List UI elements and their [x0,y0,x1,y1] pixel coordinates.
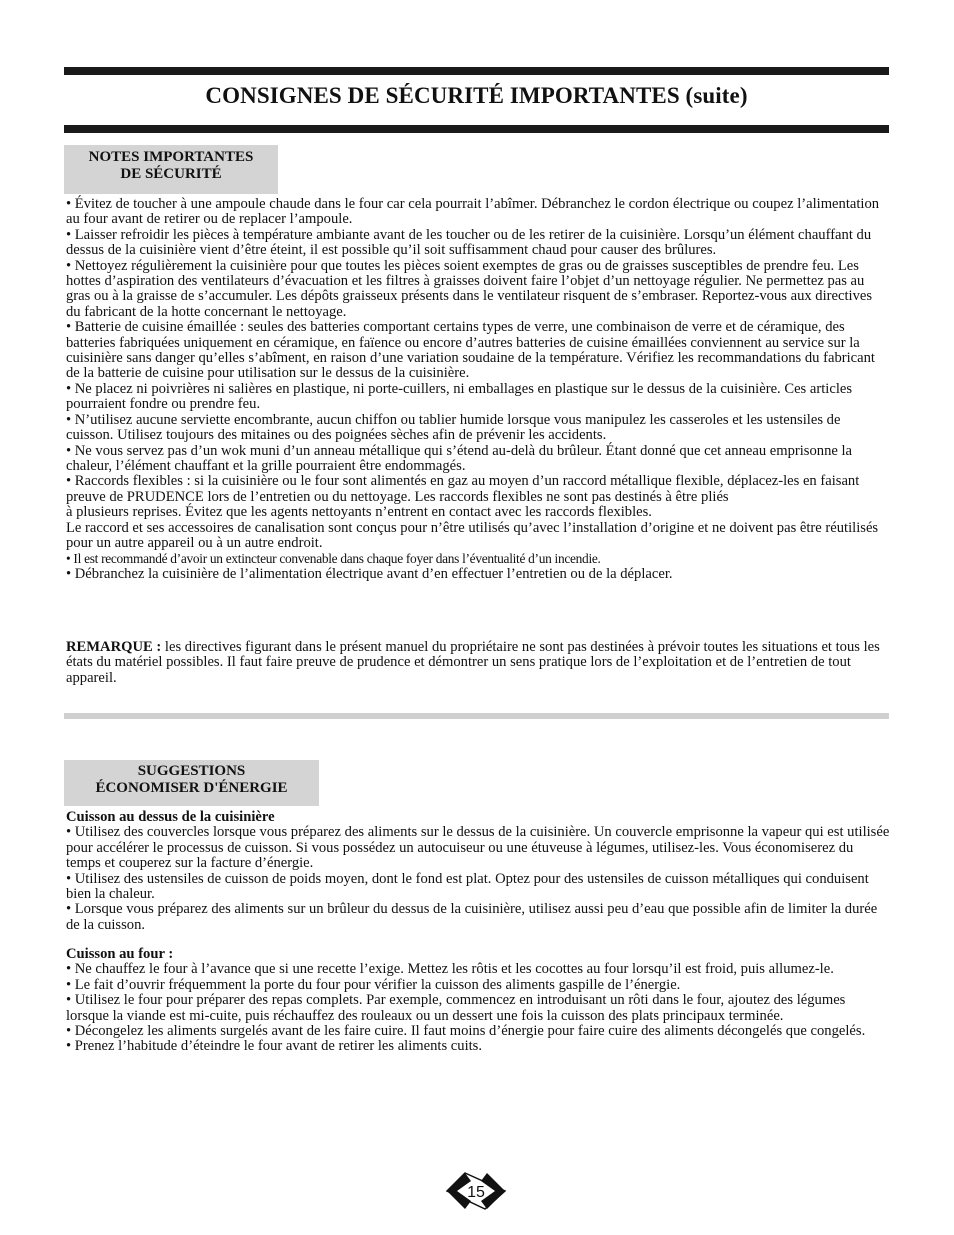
cooktop-title: Cuisson au dessus de la cuisinière [66,809,275,825]
oven-section [66,947,890,1055]
cooktop-item-lids: • Utilisez des couvercles lorsque vous préparez des aliments sur le dessus de la cuisinière. Un couvercle emprisonne la vapeur qui est utilisée pour accélérer le processus de cuisson. Si vous possédez un autocuiseur ou une étuveuse à légumes, utilisez-les. Vous économiserez du temps et couperez sur la facture d’énergie. [66,824,890,872]
oven-item-door: • Le fait d’ouvrir fréquemment la porte du four pour vérifier la cuisson des aliments gaspille de l’énergie. [66,976,681,993]
safety-item-cooling: • Laisser refroidir les pièces à température ambiante avant de les toucher ou de les retirer de la cuisinière. Lorsqu’un élément chauffant du dessus de la cuisinière vient d’être éteint, il est possible qu’il soit suffisamment chaud pour causer des brûlures. [66,226,872,259]
remark-label: REMARQUE : [66,639,162,655]
safety-item-towels: • N’utilisez aucune serviette encombrante, aucun chiffon ou tablier humide lorsque vous manipulez les casseroles et les ustensiles de cuisson. Utilisez toujours des mitaines ou des poignées sèches afin de prévenir les accidents. [66,411,841,444]
oven-item-thaw: • Décongelez les aliments surgelés avant de les faire cuire. Il faut moins d’énergie pour faire cuire des aliments décongelés que congelés. [66,1023,866,1040]
safety-item-connector-reuse: Le raccord et ses accessoires de canalisation sont conçus pour n’être utilisés qu’avec l’installation d’origine et ne doivent pas être réutilisés pour un autre appareil ou à un autre endroit. [66,519,879,551]
cooktop-item-water: • Lorsque vous préparez des aliments sur un brûleur du dessus de la cuisinière, utilisez aussi peu d’eau que possible afin de limiter la durée de la cuisson. [66,901,878,933]
safety-item-wok: • Ne vous servez pas d’un wok muni d’un anneau métallique qui s’étend au-delà du brûleur. Étant donné que cet anneau emprisonne la chaleur, l’élément chauffant et la grille pourraient être endommagés. [66,442,853,474]
oven-item-preheat: • Ne chauffez le four à l’avance que si une recette l’exige. Mettez les rôtis et les cocottes au four lorsqu’il est froid, puis allumez-le. [66,961,834,978]
safety-item-flexible-connectors: • Raccords flexibles : si la cuisinière ou le four sont alimentés en gaz au moyen d’un raccord métallique flexible, déplacez-les en faisant preuve de PRUDENCE lors de l’entretien ou du nettoyage. Les raccords flexibles ne sont pas destinés à être pliés [66,473,860,505]
oven-title: Cuisson au four : [66,946,174,962]
safety-heading-line2: DE SÉCURITÉ [120,166,222,182]
safety-item-bulb: • Évitez de toucher à une ampoule chaude dans le four car cela pourrait l’abîmer. Débranchez le cordon électrique ou coupez l’alimentation au four avant de retirer ou de replacer l’ampoule. [66,196,880,228]
cooktop-item-utensils: • Utilisez des ustensiles de cuisson de poids moyen, dont le fond est plat. Optez pour des ustensiles de cuisson métalliques qui conduisent bien la chaleur. [66,870,869,903]
safety-notes-heading [64,145,278,194]
safety-item-extinguisher: • Il est recommandé d’avoir un extincteur convenable dans chaque foyer dans l’éventualité d’un incendie. [66,551,601,567]
energy-heading-line1: SUGGESTIONS [137,763,246,779]
safety-notes-list [66,197,890,582]
remark-paragraph [66,640,890,686]
energy-heading-line2: ÉCONOMISER D'ÉNERGIE [95,780,288,796]
oven-item-turn-off: • Prenez l’habitude d’éteindre le four avant de retirer les aliments cuits. [66,1038,483,1055]
safety-item-flexible-connectors-cont: à plusieurs reprises. Évitez que les agents nettoyants n’entrent en contact avec les raccords flexibles. [66,504,652,521]
safety-item-unplug: • Débranchez la cuisinière de l’alimentation électrique avant d’en effectuer l’entretien ou de la déplacer. [66,565,673,582]
cooktop-section [66,810,890,933]
safety-item-cleaning: • Nettoyez régulièrement la cuisinière pour que toutes les pièces soient exemptes de gras ou de graisses susceptibles de prendre feu. Les hottes d’aspiration des ventilateurs d’évacuation et les filtres à graisses doivent faire l’objet d’un nettoyage régulier. Ne permettez pas au gras ou à la graisse de s’accumuler. Les dépôts graisseux présents dans le ventilateur risquent de s’embraser. Reportez-vous aux directives du fabricant de la hotte concernant le nettoyage. [66,257,873,320]
energy-heading [64,760,319,806]
page-number-badge [445,1171,507,1211]
safety-item-enamel-cookware: • Batterie de cuisine émaillée : seules des batteries comportant certains types de verre, une combinaison de verre et de céramique, des batteries fabriquées uniquement en céramique, en faïence ou encore d’autres batteries de cuisine émaillées conviennent au service sur la cuisinière sans danger qu’elles s’abîment, en raison d’une variation soudaine de la température. Vérifiez les recommandations du fabricant de la batterie de cuisine pour utilisation sur le dessus de la cuisinière. [66,319,875,382]
safety-item-plastic: • Ne placez ni poivrières ni salières en plastique, ni porte-cuillers, ni emballages en plastique sur le dessus de la cuisinière. Ces articles pourraient fondre ou prendre feu. [66,380,853,413]
safety-heading-line1: NOTES IMPORTANTES [88,149,254,165]
oven-item-complete-meals: • Utilisez le four pour préparer des repas complets. Par exemple, commencez en introduisant un rôti dans le four, ajoutez des légumes lorsque la viande est mi-cuite, puis réchauffez des rouleaux ou un dessert une fois la cuisson des plats principaux terminée. [66,992,846,1024]
remark-text: les directives figurant dans le présent manuel du propriétaire ne sont pas destinées à prévoir toutes les situations et tous les états du matériel possibles. Il faut faire preuve de prudence et démontrer un sens pratique lors de l’exploitation et de l’entretien de tout appareil. [66,639,880,686]
page-number: 15 [467,1184,485,1201]
section-divider [64,713,889,719]
title-underline-rule [64,125,889,133]
top-rule [64,67,889,75]
page-title: CONSIGNES DE SÉCURITÉ IMPORTANTES (suite) [205,83,748,108]
